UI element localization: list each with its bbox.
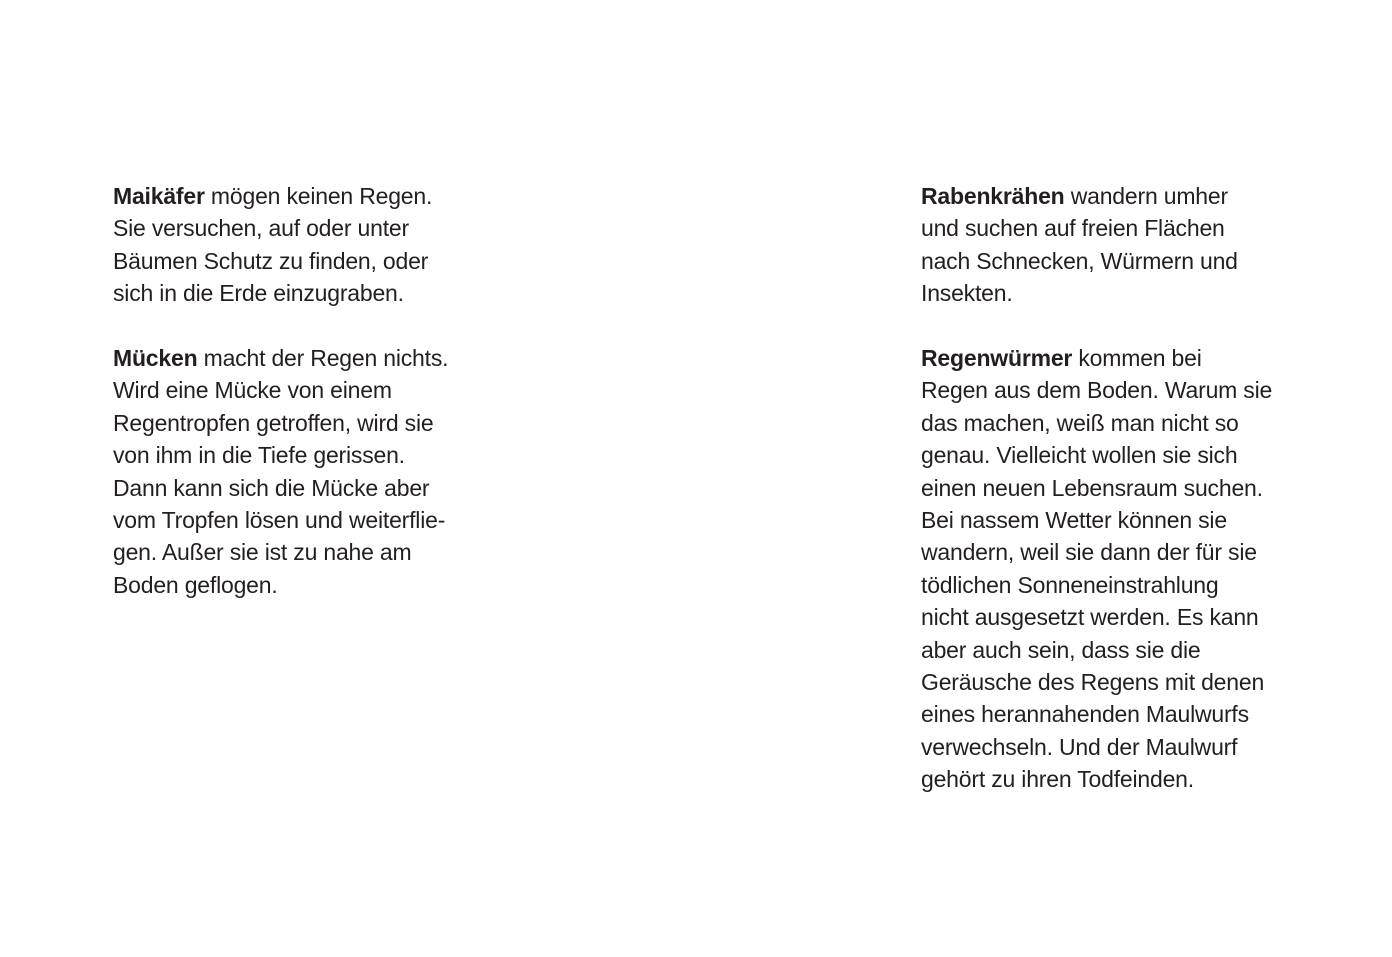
text-line: Sie versuchen, auf oder unter [113, 215, 409, 242]
paragraph-rabenkraehen [921, 180, 1272, 310]
text-line: sich in die Erde einzugraben. [113, 280, 404, 307]
line-text: kommen bei [1072, 345, 1202, 372]
term-muecken: Mücken [113, 345, 198, 372]
term-rabenkraehen: Rabenkrähen [921, 183, 1065, 209]
text-line: einen neuen Lebensraum suchen. [921, 474, 1263, 501]
text-line: das machen, weiß man nicht so [921, 409, 1239, 436]
text-line: gen. Außer sie ist zu nahe am [113, 539, 412, 566]
paragraph-regenwuermer [921, 342, 1272, 796]
text-line: eines herannahenden Maulwurfs [921, 701, 1249, 728]
term-regenwuermer: Regenwürmer [921, 345, 1073, 372]
paragraph-maikaefer [113, 180, 448, 310]
text-line: Boden geflogen. [113, 571, 278, 598]
text-line [921, 180, 1272, 212]
text-line: Insekten. [921, 280, 1013, 307]
text-line: und suchen auf freien Flächen [921, 215, 1225, 242]
text-line: vom Tropfen lösen und weiterflie- [113, 507, 446, 534]
text-line: nach Schnecken, Würmern und [921, 247, 1238, 274]
text-line: Bäumen Schutz zu finden, oder [113, 247, 429, 274]
text-line: genau. Vielleicht wollen sie sich [921, 442, 1238, 469]
line-text: wandern umher [1064, 183, 1228, 209]
text-line: Wird eine Mücke von einem [113, 377, 392, 404]
text-line [113, 180, 448, 212]
text-line: nicht ausgesetzt werden. Es kann [921, 604, 1259, 631]
line-text: macht der Regen nichts. [197, 345, 449, 372]
text-line: Geräusche des Regens mit denen [921, 669, 1265, 696]
right-column [921, 180, 1272, 796]
text-line: Regen aus dem Boden. Warum sie [921, 377, 1273, 404]
text-line: wandern, weil sie dann der für sie [921, 539, 1257, 566]
text-line: aber auch sein, dass sie die [921, 636, 1201, 663]
text-line: tödlichen Sonneneinstrahlung [921, 571, 1219, 598]
term-maikaefer: Maikäfer [113, 183, 205, 209]
text-line: von ihm in die Tiefe gerissen. [113, 442, 405, 469]
paragraph-muecken [113, 342, 448, 601]
text-line: Bei nassem Wetter können sie [921, 507, 1227, 534]
line-text: mögen keinen Regen. [204, 183, 433, 209]
left-column [113, 180, 448, 601]
text-line [113, 342, 448, 374]
text-line: gehört zu ihren Todfeinden. [921, 766, 1194, 793]
text-line [921, 342, 1272, 374]
text-line: Regentropfen getroffen, wird sie [113, 409, 434, 436]
text-line: verwechseln. Und der Maulwurf [921, 733, 1238, 760]
text-line: Dann kann sich die Mücke aber [113, 474, 430, 501]
